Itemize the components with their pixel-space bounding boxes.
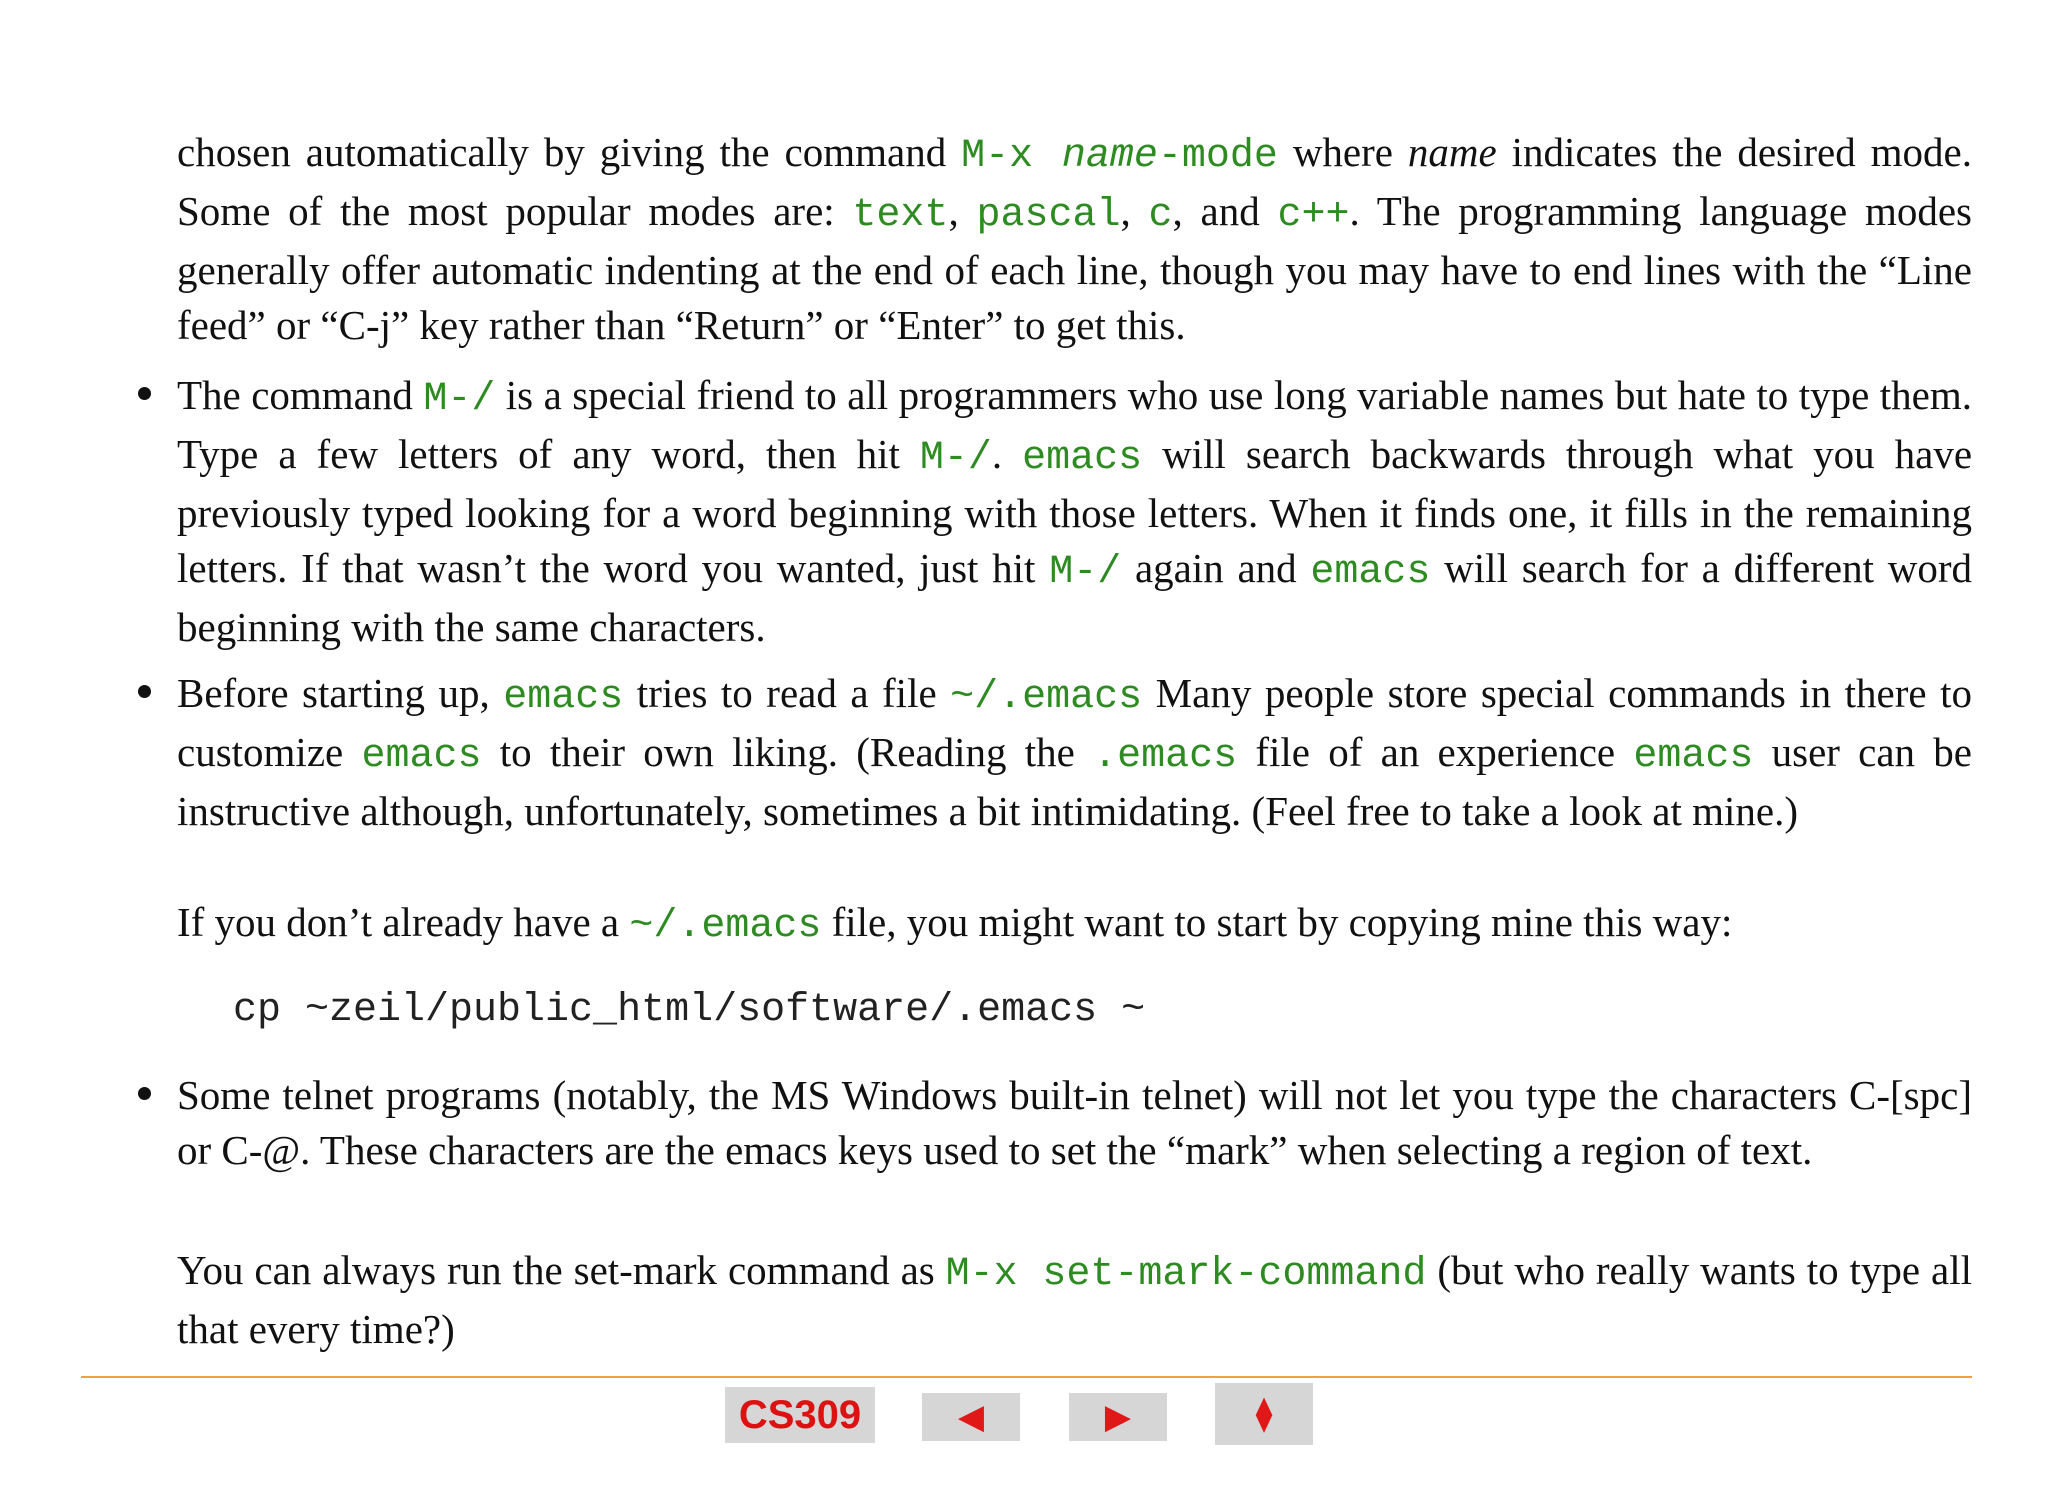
bullet-icon <box>138 1087 158 1107</box>
text: Many people store special commands in there to customize <box>177 670 1972 775</box>
code-m-slash: M-/ <box>919 436 992 481</box>
code-home-emacs: ~/.emacs <box>950 675 1143 720</box>
code-pascal: pascal <box>976 193 1121 238</box>
code-emacs: emacs <box>503 675 624 720</box>
code-mode: -mode <box>1157 134 1278 179</box>
code-emacs: emacs <box>1633 734 1754 779</box>
return-icon: ⧫ <box>1255 1395 1273 1433</box>
previous-button[interactable] <box>922 1393 1020 1441</box>
bullet-icon <box>138 387 158 407</box>
text: file of an experience <box>1237 729 1634 775</box>
code-emacs: emacs <box>361 734 482 779</box>
paragraph-copy-hint <box>177 895 1972 954</box>
code-mx: M-x <box>961 134 1062 179</box>
code-c: c <box>1148 193 1173 238</box>
code-emacs: emacs <box>1022 436 1143 481</box>
text: chosen automatically by giving the command <box>177 129 962 175</box>
text: The command <box>177 372 424 418</box>
arrow-left-icon: ◀ <box>957 1398 985 1436</box>
text: You can always run the set-mark command as <box>177 1247 946 1293</box>
bullet-icon <box>138 685 158 705</box>
text: If you don’t already have a <box>177 899 630 945</box>
text: tries to read a file <box>623 670 951 716</box>
code-set-mark-command: M-x set-mark-command <box>945 1252 1427 1297</box>
text: , and <box>1172 188 1278 234</box>
paragraph-modes <box>177 125 1972 353</box>
text: (but who really wants to type all that every time?) <box>177 1247 1973 1352</box>
paragraph-dabbrev <box>177 368 1972 655</box>
text: again and <box>1121 545 1311 591</box>
text: file, you might want to start by copying mine this way: <box>821 899 1733 945</box>
text: , <box>1120 188 1149 234</box>
text: . <box>991 431 1023 477</box>
code-m-slash: M-/ <box>423 377 496 422</box>
text: to their own liking. (Reading the <box>481 729 1094 775</box>
code-dot-emacs: .emacs <box>1093 734 1238 779</box>
text: . The programming language modes generally offer automatic indenting at the end of each line, though you may have to end lines with the “Line feed” or “C-j” key rather than “Return” or “Enter” to get this. <box>177 188 1972 348</box>
course-logo-button[interactable]: CS309 <box>725 1387 875 1443</box>
code-m-slash: M-/ <box>1049 550 1122 595</box>
text: user can be instructive although, unfortunately, sometimes a bit intimidating. (Feel free to take a look at mine.) <box>177 729 1972 834</box>
footer-divider <box>81 1376 1972 1378</box>
code-block: cp ~zeil/public_html/software/.emacs ~ <box>233 988 1146 1033</box>
text: where <box>1277 129 1408 175</box>
code-cpp: c++ <box>1277 193 1350 238</box>
text: Some telnet programs (notably, the MS Windows built-in telnet) will not let you type the characters C-[spc] or C-@. These characters are the emacs keys used to set the “mark” when selecting a region of text. <box>177 1072 1972 1173</box>
arrow-right-icon: ▶ <box>1104 1398 1132 1436</box>
back-button[interactable] <box>1215 1383 1313 1445</box>
code-name: name <box>1061 134 1158 179</box>
text: will search backwards through what you have previously typed looking for a word beginning with those letters. When it finds one, it fills in the remaining letters. If that wasn’t the word you wanted, just hit <box>177 431 1973 591</box>
text: is a special friend to all programmers who use long variable names but hate to type them. Type a few letters of any word, then hit <box>177 372 1972 477</box>
paragraph-telnet <box>177 1068 1972 1178</box>
text: indicates the desired mode. Some of the most popular modes are: <box>177 129 1973 234</box>
emphasis-name: name <box>1407 129 1497 175</box>
code-text: text <box>852 193 949 238</box>
text: , <box>948 188 977 234</box>
code-home-emacs: ~/.emacs <box>629 904 822 949</box>
text: will search for a different word beginning with the same characters. <box>177 545 1973 650</box>
paragraph-dot-emacs <box>177 666 1972 839</box>
code-emacs: emacs <box>1310 550 1431 595</box>
text: Before starting up, <box>177 670 504 716</box>
next-button[interactable] <box>1069 1393 1167 1441</box>
paragraph-set-mark <box>177 1243 1972 1357</box>
